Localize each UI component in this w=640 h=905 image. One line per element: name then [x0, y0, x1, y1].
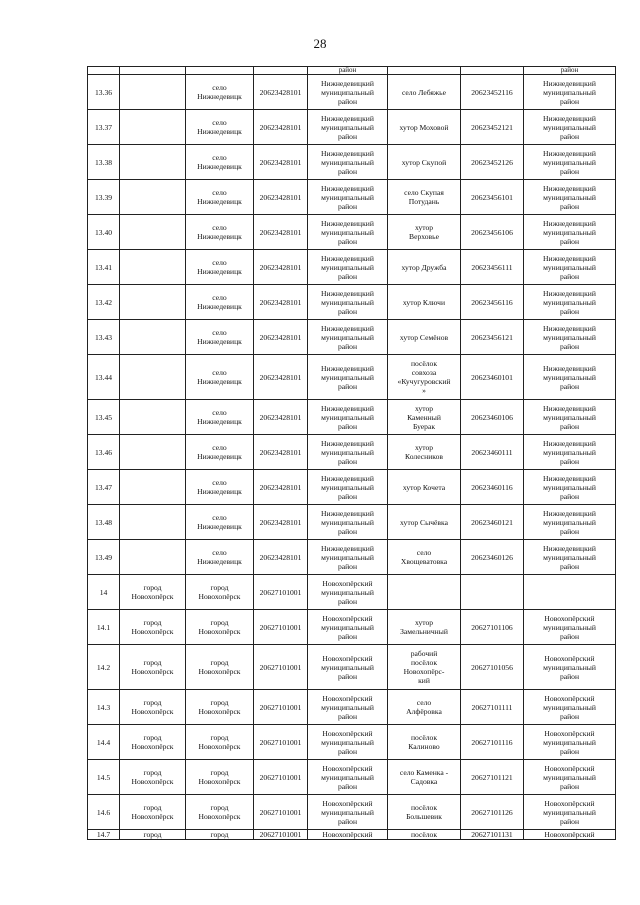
row-number-cell: 13.44 [88, 355, 120, 400]
settlement-cell: город Новохопёрск [120, 690, 186, 725]
row-number-cell: 14.5 [88, 760, 120, 795]
locality-oktmo-cell: 20627101111 [461, 690, 524, 725]
oktmo-cell: 20623428101 [254, 180, 308, 215]
table-row [88, 180, 616, 215]
district-cell: Нижнедевицкий муниципальный район [308, 215, 388, 250]
row-number-cell: 13.38 [88, 145, 120, 180]
table-row [88, 830, 616, 840]
row-number-cell: 14.2 [88, 645, 120, 690]
row-number-cell: 13.40 [88, 215, 120, 250]
oktmo-cell: 20623428101 [254, 540, 308, 575]
locality-cell: хутор Ключи [388, 285, 461, 320]
locality-cell: село Хвощеватовка [388, 540, 461, 575]
municipality-cell: город Новохопёрск [186, 610, 254, 645]
district-cell: Новохопёрский [308, 830, 388, 840]
oktmo-cell: 20623428101 [254, 505, 308, 540]
table-row [88, 540, 616, 575]
settlement-cell [120, 110, 186, 145]
locality-oktmo-cell: 20623456101 [461, 180, 524, 215]
row-number-cell: 13.45 [88, 400, 120, 435]
table-row [88, 75, 616, 110]
locality-district-cell: Новохопёрский муниципальный район [524, 795, 616, 830]
district-cell: Новохопёрский муниципальный район [308, 795, 388, 830]
settlement-cell [120, 355, 186, 400]
oktmo-cell: 20623428101 [254, 355, 308, 400]
locality-cell: хутор Семёнов [388, 320, 461, 355]
locality-district-cell: Новохопёрский муниципальный район [524, 725, 616, 760]
table-row [88, 795, 616, 830]
district-cell: Новохопёрский муниципальный район [308, 760, 388, 795]
locality-oktmo-cell: 20627101116 [461, 725, 524, 760]
oktmo-cell: 20623428101 [254, 110, 308, 145]
settlement-cell: город Новохопёрск [120, 795, 186, 830]
district-cell: Нижнедевицкий муниципальный район [308, 470, 388, 505]
municipality-cell: город Новохопёрск [186, 575, 254, 610]
row-number-cell: 13.49 [88, 540, 120, 575]
oktmo-cell: 20627101001 [254, 760, 308, 795]
locality-district-cell [524, 575, 616, 610]
municipality-cell: село Нижнедевицк [186, 355, 254, 400]
row-number-cell: 13.37 [88, 110, 120, 145]
locality-oktmo-cell: 20623460116 [461, 470, 524, 505]
locality-oktmo-cell: 20623460106 [461, 400, 524, 435]
oktmo-cell: 20623428101 [254, 215, 308, 250]
oktmo-cell: 20627101001 [254, 725, 308, 760]
locality-oktmo-cell: 20623460126 [461, 540, 524, 575]
locality-cell: хутор Замельничный [388, 610, 461, 645]
locality-cell: посёлок Большевик [388, 795, 461, 830]
district-cell: Нижнедевицкий муниципальный район [308, 250, 388, 285]
locality-cell: хутор Дружба [388, 250, 461, 285]
locality-cell: рабочий посёлок Новохопёрс- кий [388, 645, 461, 690]
locality-cell: хутор Верховье [388, 215, 461, 250]
table-row [88, 355, 616, 400]
district-cell: Новохопёрский муниципальный район [308, 575, 388, 610]
municipality-cell: село Нижнедевицк [186, 320, 254, 355]
row-number-cell: 13.47 [88, 470, 120, 505]
municipality-cell: село Нижнедевицк [186, 540, 254, 575]
district-cell: Нижнедевицкий муниципальный район [308, 355, 388, 400]
oktmo-cell: 20623428101 [254, 145, 308, 180]
row-number-cell: 14.1 [88, 610, 120, 645]
settlement-cell: город Новохопёрск [120, 645, 186, 690]
locality-cell [388, 575, 461, 610]
settlement-cell [120, 75, 186, 110]
cell [461, 67, 524, 75]
locality-cell: хутор Сычёвка [388, 505, 461, 540]
municipality-cell: город Новохопёрск [186, 795, 254, 830]
locality-district-cell: Нижнедевицкий муниципальный район [524, 470, 616, 505]
locality-oktmo-cell: 20623456111 [461, 250, 524, 285]
locality-oktmo-cell: 20627101106 [461, 610, 524, 645]
municipality-cell: село Нижнедевицк [186, 215, 254, 250]
locality-cell: село Скупая Потудань [388, 180, 461, 215]
table-row [88, 110, 616, 145]
settlement-cell: город Новохопёрск [120, 725, 186, 760]
district-cell: Новохопёрский муниципальный район [308, 610, 388, 645]
locality-district-cell: Нижнедевицкий муниципальный район [524, 110, 616, 145]
oktmo-cell: 20627101001 [254, 690, 308, 725]
table-row [88, 145, 616, 180]
cell [388, 67, 461, 75]
district-cell: Нижнедевицкий муниципальный район [308, 400, 388, 435]
table-row [88, 215, 616, 250]
settlement-cell [120, 145, 186, 180]
oktmo-cell: 20623428101 [254, 435, 308, 470]
municipality-cell: село Нижнедевицк [186, 75, 254, 110]
settlement-cell: город Новохопёрск [120, 760, 186, 795]
settlement-cell [120, 435, 186, 470]
locality-district-cell: Нижнедевицкий муниципальный район [524, 145, 616, 180]
locality-oktmo-cell: 20623452121 [461, 110, 524, 145]
locality-oktmo-cell: 20623452116 [461, 75, 524, 110]
locality-oktmo-cell: 20627101121 [461, 760, 524, 795]
settlements-table [87, 66, 616, 840]
oktmo-cell: 20627101001 [254, 610, 308, 645]
municipality-cell: село Нижнедевицк [186, 435, 254, 470]
locality-oktmo-cell: 20623456106 [461, 215, 524, 250]
table-row [88, 690, 616, 725]
locality-oktmo-cell: 20627101126 [461, 795, 524, 830]
municipality-cell: село Нижнедевицк [186, 250, 254, 285]
locality-district-cell: Нижнедевицкий муниципальный район [524, 435, 616, 470]
locality-cell: посёлок совхоза «Кучугуровский » [388, 355, 461, 400]
oktmo-cell: 20627101001 [254, 830, 308, 840]
municipality-cell: город Новохопёрск [186, 760, 254, 795]
table-row-continuation [88, 67, 616, 75]
municipality-cell: село Нижнедевицк [186, 400, 254, 435]
page-number: 28 [313, 36, 327, 51]
row-number-cell: 14.4 [88, 725, 120, 760]
locality-oktmo-cell: 20627101056 [461, 645, 524, 690]
locality-oktmo-cell [461, 575, 524, 610]
locality-district-cell: Новохопёрский муниципальный район [524, 610, 616, 645]
locality-district-cell: Нижнедевицкий муниципальный район [524, 180, 616, 215]
municipality-cell: город Новохопёрск [186, 645, 254, 690]
locality-cell: посёлок Калиново [388, 725, 461, 760]
row-number-cell: 14.6 [88, 795, 120, 830]
table-row [88, 725, 616, 760]
district-cell: Нижнедевицкий муниципальный район [308, 75, 388, 110]
district-cell: Нижнедевицкий муниципальный район [308, 505, 388, 540]
table-row [88, 470, 616, 505]
row-number-cell: 13.46 [88, 435, 120, 470]
settlement-cell [120, 320, 186, 355]
row-number-cell: 14.3 [88, 690, 120, 725]
district-cell: Нижнедевицкий муниципальный район [308, 145, 388, 180]
oktmo-cell: 20623428101 [254, 75, 308, 110]
row-number-cell: 14 [88, 575, 120, 610]
district-cell: Новохопёрский муниципальный район [308, 645, 388, 690]
row-number-cell: 13.43 [88, 320, 120, 355]
settlement-cell [120, 540, 186, 575]
locality-district-cell: Нижнедевицкий муниципальный район [524, 75, 616, 110]
table-row [88, 320, 616, 355]
district-cell: Нижнедевицкий муниципальный район [308, 435, 388, 470]
cell: район [308, 67, 388, 75]
row-number-cell: 13.41 [88, 250, 120, 285]
municipality-cell: город Новохопёрск [186, 690, 254, 725]
locality-oktmo-cell: 20623460101 [461, 355, 524, 400]
oktmo-cell: 20623428101 [254, 250, 308, 285]
locality-cell: хутор Колесников [388, 435, 461, 470]
municipality-cell: село Нижнедевицк [186, 470, 254, 505]
oktmo-cell: 20623428101 [254, 320, 308, 355]
row-number-cell: 13.42 [88, 285, 120, 320]
oktmo-cell: 20623428101 [254, 400, 308, 435]
table-row [88, 645, 616, 690]
district-cell: Новохопёрский муниципальный район [308, 725, 388, 760]
municipality-cell: село Нижнедевицк [186, 180, 254, 215]
table-row [88, 760, 616, 795]
municipality-cell: город Новохопёрск [186, 725, 254, 760]
table-row [88, 610, 616, 645]
locality-district-cell: Нижнедевицкий муниципальный район [524, 355, 616, 400]
settlement-cell [120, 505, 186, 540]
locality-district-cell: Новохопёрский муниципальный район [524, 690, 616, 725]
table-body [88, 67, 616, 840]
locality-cell: посёлок [388, 830, 461, 840]
locality-district-cell: Нижнедевицкий муниципальный район [524, 285, 616, 320]
locality-district-cell: Нижнедевицкий муниципальный район [524, 215, 616, 250]
oktmo-cell: 20623428101 [254, 285, 308, 320]
locality-cell: хутор Моховой [388, 110, 461, 145]
locality-oktmo-cell: 20623456121 [461, 320, 524, 355]
oktmo-cell: 20627101001 [254, 575, 308, 610]
municipality-cell: село Нижнедевицк [186, 285, 254, 320]
locality-cell: хутор Скупой [388, 145, 461, 180]
municipality-cell: город [186, 830, 254, 840]
locality-district-cell: Новохопёрский [524, 830, 616, 840]
municipality-cell: село Нижнедевицк [186, 505, 254, 540]
locality-oktmo-cell: 20623460111 [461, 435, 524, 470]
table-row [88, 400, 616, 435]
locality-cell: село Лебяжье [388, 75, 461, 110]
locality-cell: село Каменка - Садовка [388, 760, 461, 795]
settlement-cell [120, 215, 186, 250]
settlement-cell [120, 180, 186, 215]
locality-oktmo-cell: 20627101131 [461, 830, 524, 840]
municipality-cell: село Нижнедевицк [186, 110, 254, 145]
locality-oktmo-cell: 20623452126 [461, 145, 524, 180]
settlement-cell: город Новохопёрск [120, 610, 186, 645]
settlement-cell [120, 400, 186, 435]
district-cell: Нижнедевицкий муниципальный район [308, 180, 388, 215]
locality-district-cell: Нижнедевицкий муниципальный район [524, 250, 616, 285]
oktmo-cell: 20627101001 [254, 645, 308, 690]
locality-district-cell: Нижнедевицкий муниципальный район [524, 540, 616, 575]
cell [120, 67, 186, 75]
locality-cell: село Алфёровка [388, 690, 461, 725]
district-cell: Нижнедевицкий муниципальный район [308, 110, 388, 145]
settlement-cell [120, 470, 186, 505]
district-cell: Нижнедевицкий муниципальный район [308, 320, 388, 355]
locality-cell: хутор Кочета [388, 470, 461, 505]
oktmo-cell: 20627101001 [254, 795, 308, 830]
table-row [88, 435, 616, 470]
table-row [88, 285, 616, 320]
settlement-cell: город [120, 830, 186, 840]
row-number-cell: 13.48 [88, 505, 120, 540]
locality-cell: хутор Каменный Буерак [388, 400, 461, 435]
cell [88, 67, 120, 75]
table-row [88, 575, 616, 610]
settlement-cell [120, 285, 186, 320]
locality-district-cell: Нижнедевицкий муниципальный район [524, 320, 616, 355]
cell [254, 67, 308, 75]
district-cell: Нижнедевицкий муниципальный район [308, 285, 388, 320]
district-cell: Новохопёрский муниципальный район [308, 690, 388, 725]
locality-district-cell: Новохопёрский муниципальный район [524, 645, 616, 690]
cell [186, 67, 254, 75]
cell: район [524, 67, 616, 75]
locality-district-cell: Новохопёрский муниципальный район [524, 760, 616, 795]
locality-district-cell: Нижнедевицкий муниципальный район [524, 400, 616, 435]
row-number-cell: 14.7 [88, 830, 120, 840]
municipality-cell: село Нижнедевицк [186, 145, 254, 180]
row-number-cell: 13.36 [88, 75, 120, 110]
locality-district-cell: Нижнедевицкий муниципальный район [524, 505, 616, 540]
settlement-cell [120, 250, 186, 285]
district-cell: Нижнедевицкий муниципальный район [308, 540, 388, 575]
locality-oktmo-cell: 20623456116 [461, 285, 524, 320]
table-row [88, 250, 616, 285]
row-number-cell: 13.39 [88, 180, 120, 215]
locality-oktmo-cell: 20623460121 [461, 505, 524, 540]
oktmo-cell: 20623428101 [254, 470, 308, 505]
settlement-cell: город Новохопёрск [120, 575, 186, 610]
table-row [88, 505, 616, 540]
